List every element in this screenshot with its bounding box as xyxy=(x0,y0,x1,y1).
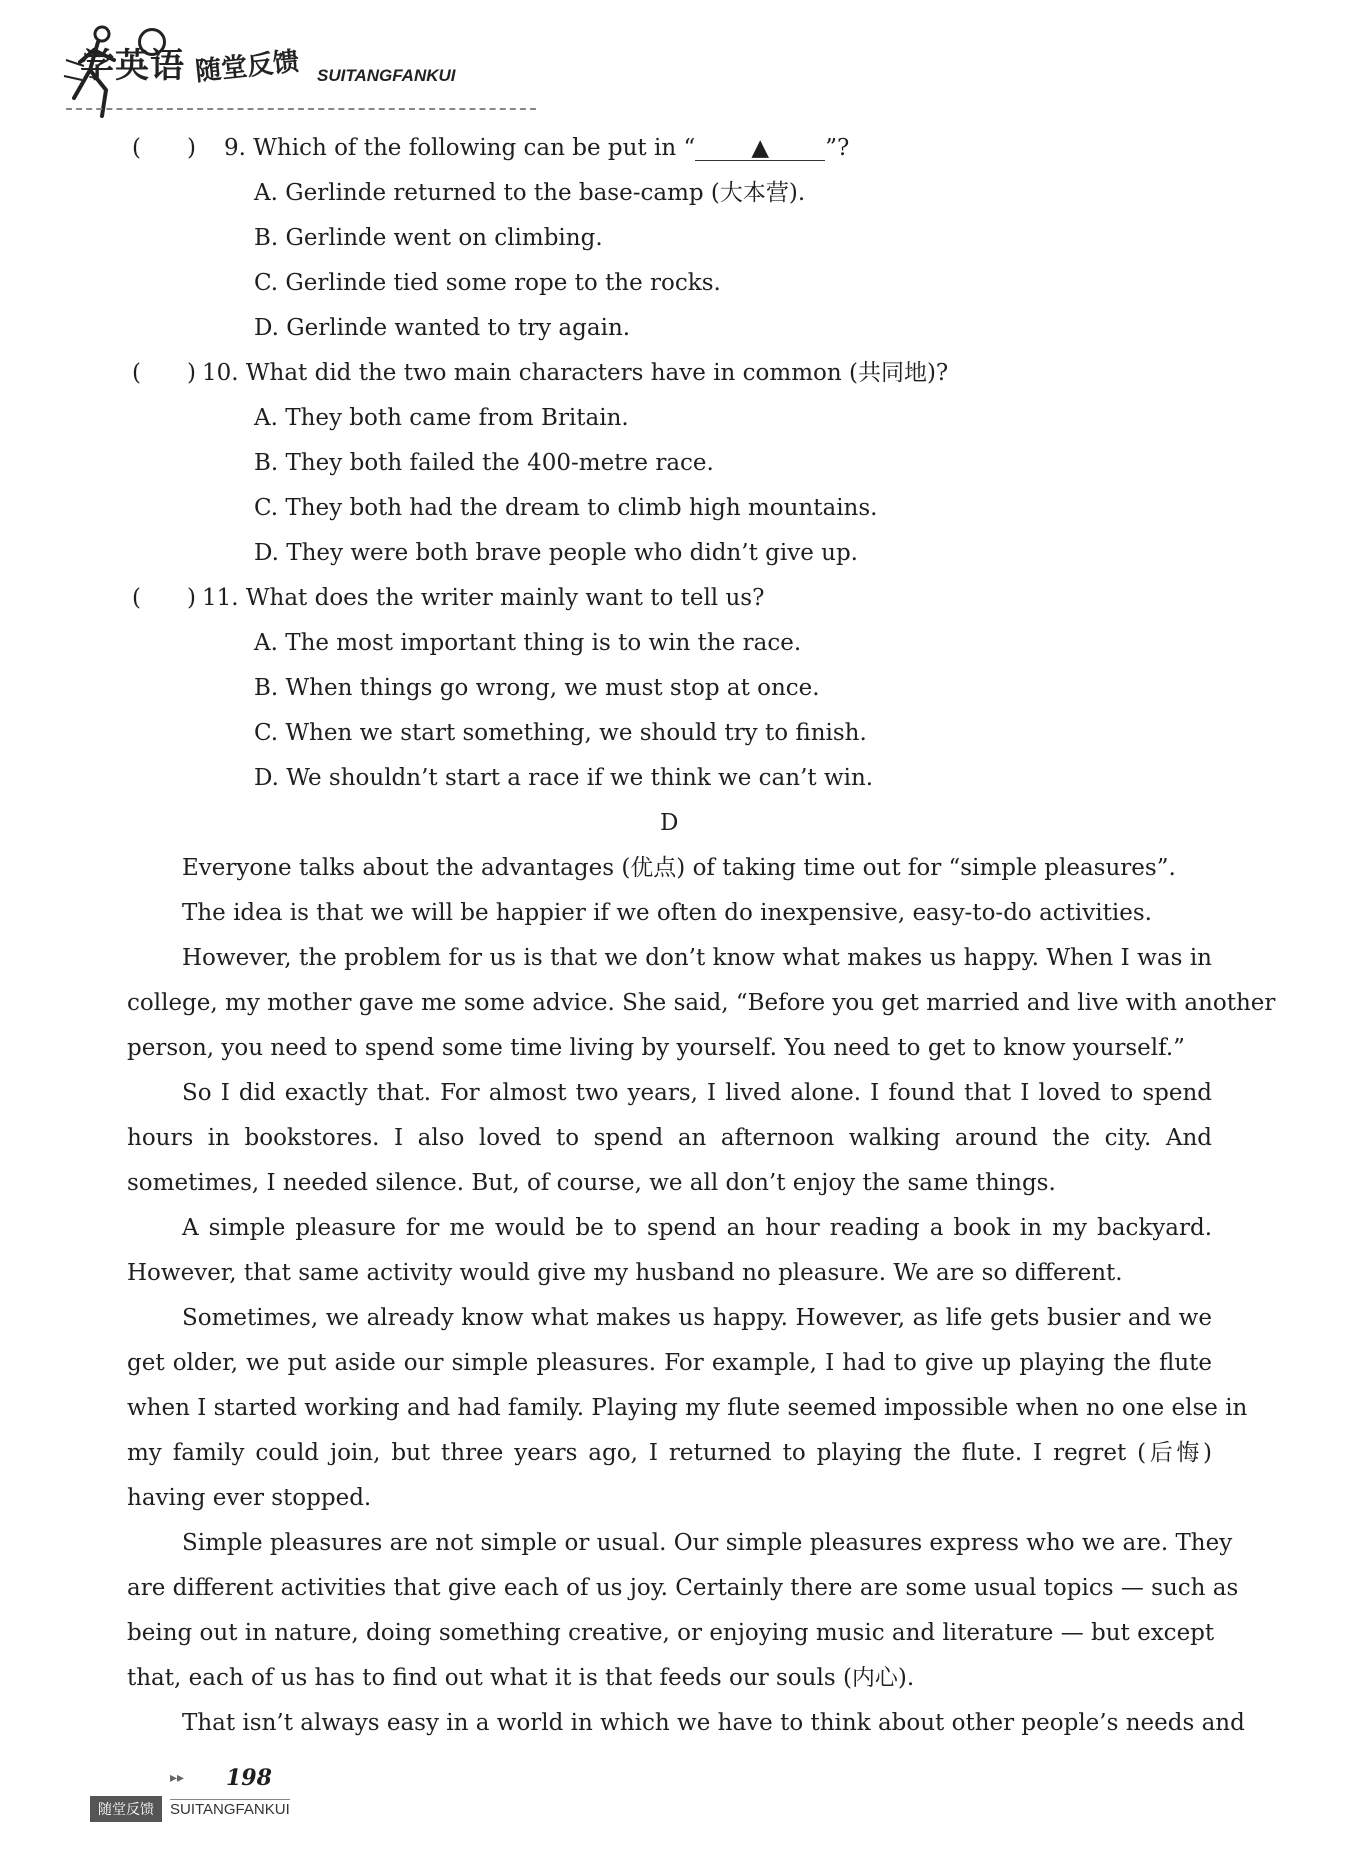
question-9-suffix: ”? xyxy=(825,135,850,161)
passage-line: that, each of us has to find out what it is that feeds our souls (内心). xyxy=(127,1665,915,1691)
question-11-option-c: C. When we start something, we should try to finish. xyxy=(254,720,867,746)
question-10-option-c: C. They both had the dream to climb high mountains. xyxy=(254,495,878,521)
passage-line: Simple pleasures are not simple or usual. Our simple pleasures express who we are. They xyxy=(182,1530,1233,1556)
question-9-option-c: C. Gerlinde tied some rope to the rocks. xyxy=(254,270,721,296)
header-subtitle: 随堂反馈 xyxy=(193,46,301,88)
passage-line: The idea is that we will be happier if we often do inexpensive, easy-to-do activities. xyxy=(182,900,1152,926)
header-title: 学英语 xyxy=(80,46,185,86)
passage-line: Everyone talks about the advantages (优点) of taking time out for “simple pleasures”. xyxy=(182,855,1176,881)
header-divider xyxy=(66,108,536,110)
question-11-option-b: B. When things go wrong, we must stop at once. xyxy=(254,675,820,701)
passage-line: my family could join, but three years ago, I returned to playing the flute. I regret (后悔) xyxy=(127,1440,1212,1466)
question-9-option-a: A. Gerlinde returned to the base-camp (大本营). xyxy=(254,180,806,206)
footer-tab-en: SUITANGFANKUI xyxy=(170,1801,290,1818)
passage-line: having ever stopped. xyxy=(127,1485,372,1511)
passage-line: when I started working and had family. Playing my flute seemed impossible when no one else in xyxy=(127,1395,1248,1421)
passage-line: hours in bookstores. I also loved to spend an afternoon walking around the city. And xyxy=(127,1125,1212,1151)
page-arrow-icon: ▸▸ xyxy=(170,1770,185,1786)
question-11-option-d: D. We shouldn’t start a race if we think we can’t win. xyxy=(254,765,874,791)
passage-line: However, the problem for us is that we don’t know what makes us happy. When I was in xyxy=(182,945,1212,971)
passage-line: So I did exactly that. For almost two years, I lived alone. I found that I loved to spend xyxy=(182,1080,1212,1106)
passage-line: are different activities that give each of us joy. Certainly there are some usual topics — such as xyxy=(127,1575,1239,1601)
passage-line: get older, we put aside our simple pleasures. For example, I had to give up playing the flute xyxy=(127,1350,1212,1376)
passage-line: college, my mother gave me some advice. She said, “Before you get married and live with another xyxy=(127,990,1276,1016)
answer-paren: ( ) xyxy=(132,135,196,161)
passage-line: That isn’t always easy in a world in which we have to think about other people’s needs and xyxy=(182,1710,1245,1736)
question-11-text: 11. What does the writer mainly want to tell us? xyxy=(202,585,765,611)
answer-paren: ( ) xyxy=(132,360,196,386)
answer-blank xyxy=(695,136,825,161)
passage-line: Sometimes, we already know what makes us happy. However, as life gets busier and we xyxy=(182,1305,1212,1331)
answer-paren: ( ) xyxy=(132,585,196,611)
question-9-prefix: 9. Which of the following can be put in “ xyxy=(224,135,696,161)
question-10-option-a: A. They both came from Britain. xyxy=(254,405,629,431)
question-11-option-a: A. The most important thing is to win the race. xyxy=(254,630,802,656)
footer-tab: 随堂反馈 xyxy=(90,1796,162,1822)
passage-line: A simple pleasure for me would be to spend an hour reading a book in my backyard. xyxy=(182,1215,1212,1241)
triangle-icon: ▲ xyxy=(751,135,770,161)
question-9-option-d: D. Gerlinde wanted to try again. xyxy=(254,315,631,341)
question-9-option-b: B. Gerlinde went on climbing. xyxy=(254,225,603,251)
question-10-option-b: B. They both failed the 400-metre race. xyxy=(254,450,714,476)
question-10-option-d: D. They were both brave people who didn’t give up. xyxy=(254,540,858,566)
question-10-text: 10. What did the two main characters have in common (共同地)? xyxy=(202,360,949,386)
passage-line: person, you need to spend some time living by yourself. You need to get to know yourself.” xyxy=(127,1035,1185,1061)
passage-line: sometimes, I needed silence. But, of course, we all don’t enjoy the same things. xyxy=(127,1170,1056,1196)
page-number: 198 xyxy=(226,1765,272,1791)
header-subtitle-en: SUITANGFANKUI xyxy=(317,66,456,85)
section-title: D xyxy=(660,810,679,836)
passage-line: However, that same activity would give my husband no pleasure. We are so different. xyxy=(127,1260,1123,1286)
passage-line: being out in nature, doing something creative, or enjoying music and literature — but except xyxy=(127,1620,1215,1646)
